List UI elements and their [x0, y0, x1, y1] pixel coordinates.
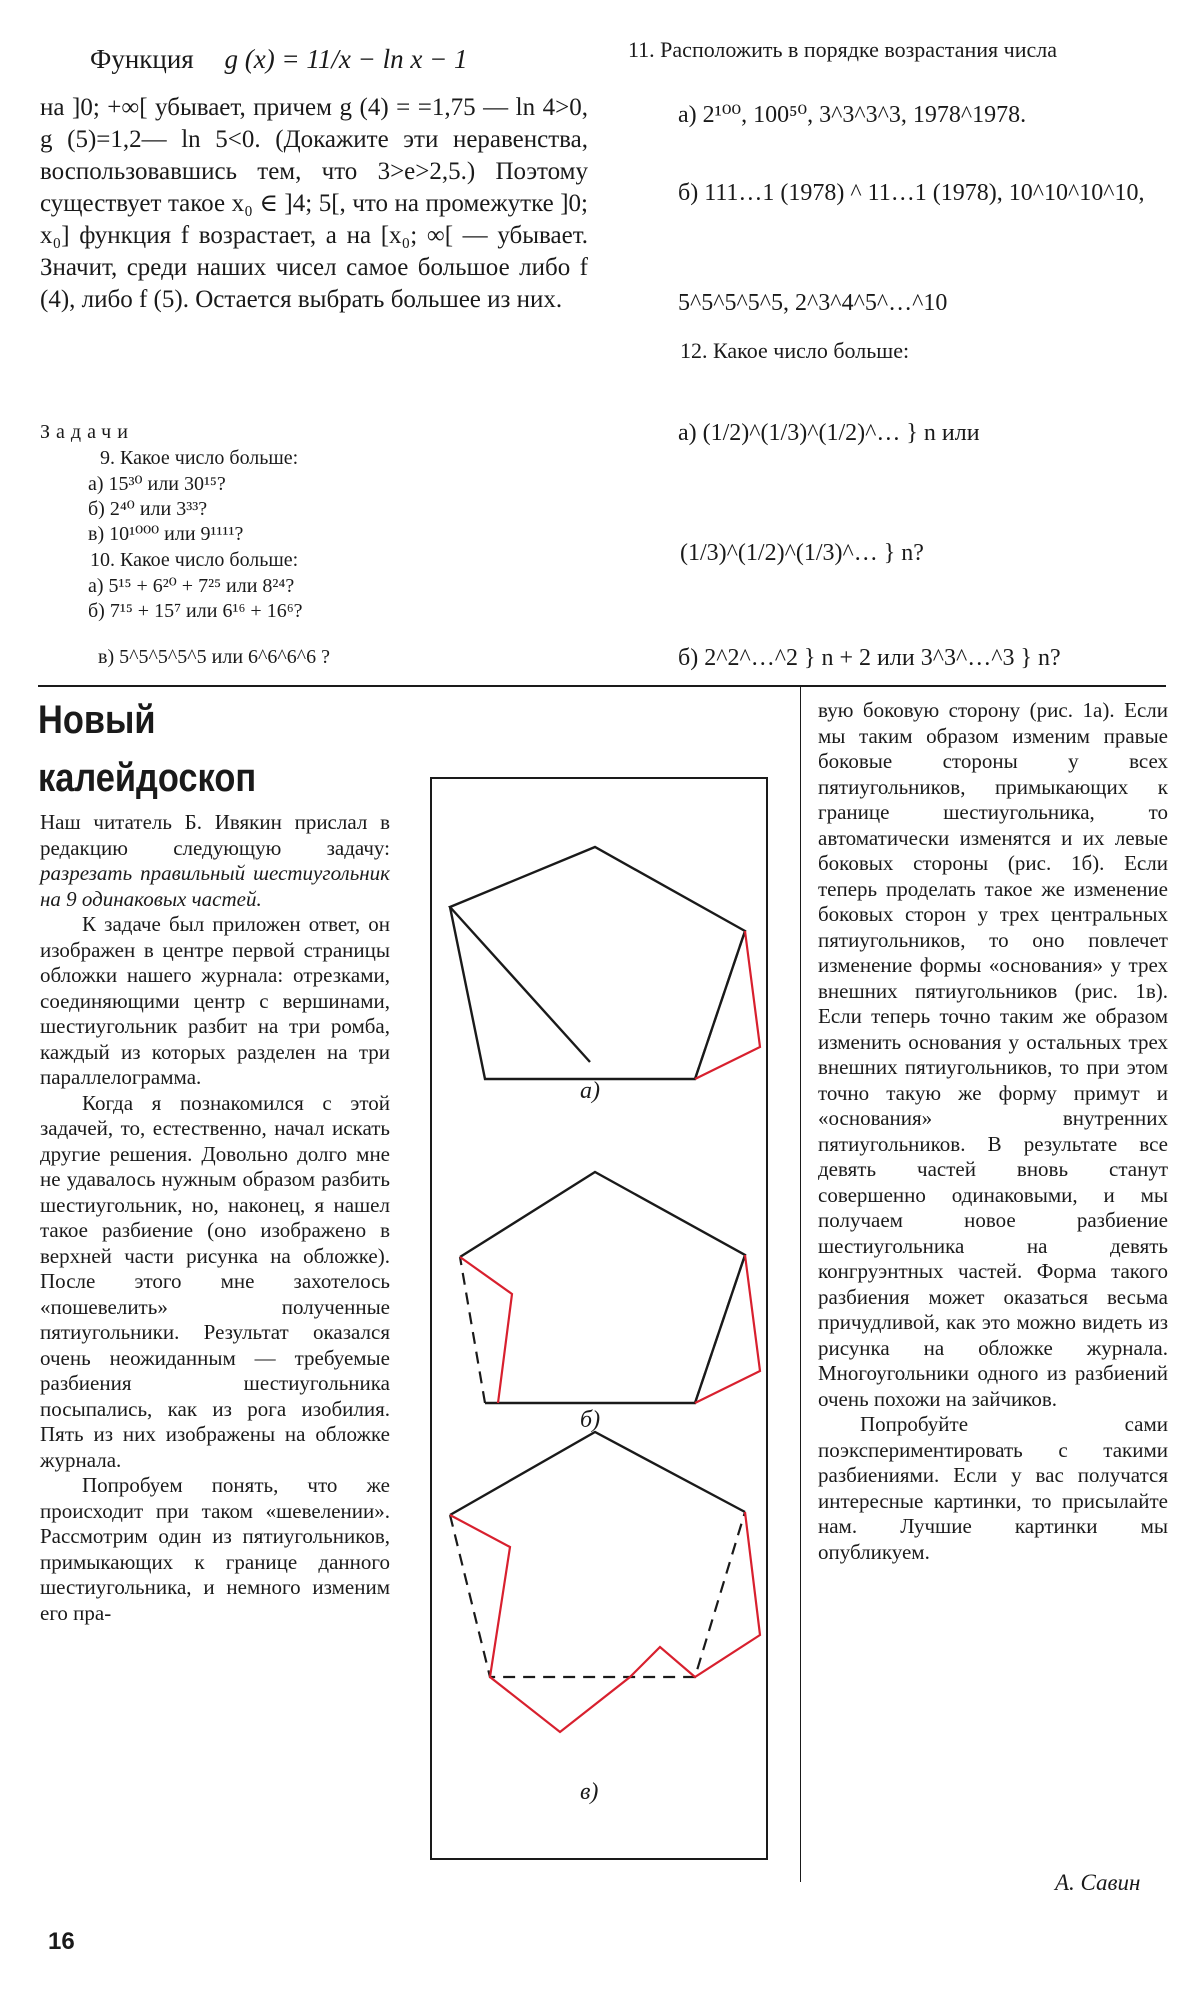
article-p5: вую боковую сторону (рис. 1а). Если мы таким образом изменим правые боковые стороны у всех пятиугольников, примыкающих к границе шестиугольника, то автоматически изменятся и их левые боковых стороны (рис. 1б). Если теперь проделать такое же изменение боковых сторон у трех центральных пятиугольников, то оно повлечет изменение формы «основания» у трех внешних пятиугольников (рис. 1в). Если теперь точно таким же образом изменить основания у остальных трех внешних пятиугольников, то при этом точно такую же форму примут и «основания» внутренних пятиугольников. В результате все девять частей вновь станут совершенно одинаковыми, и мы получаем новое разбиение шестиугольника на девять конгруэнтных частей. Форма такого разбиения может оказаться весьма причудливой, как это можно видеть из рисунка на обложке журнала. Многоугольники одного из разбиений очень похожи на зайчиков. — [818, 698, 1168, 1411]
proof-paragraph: на ]0; +∞[ убывает, причем g (4) = =1,75 — ln 4>0, g (5)=1,2— ln 5<0. (Докажите эти неравенства, воспользовавшись тем, что 3>e>2,5.) Поэтому существует такое x₀ ∈ ]4; 5[, что на промежутке ]0; x₀] функция f возрастает, а на [x₀; ∞[ — убывает. Значит, среди наших чисел самое большое либо f (4), либо f (5). Остается выбрать большее из них. — [40, 94, 588, 313]
author-signature: А. Савин — [1055, 1870, 1141, 1895]
article-p1-italic: разрезать правильный шестиугольник на 9 одинаковых частей. — [40, 861, 390, 911]
article-p4: Попробуем понять, что же происходит при таком «шевелении». Рассмотрим один из пятиугольников, примыкающих к границе данного шестиугольника, и немного изменим его пра- — [40, 1473, 390, 1625]
article-p1: Наш читатель Б. Ивякин прислал в редакцию следующую задачу: — [40, 810, 390, 860]
task-9b: б) 2⁴⁰ или 3³³? — [88, 498, 208, 520]
figure-label-b: б) — [580, 1407, 601, 1433]
task-11a: а) 2¹⁰⁰, 100⁵⁰, 3^3^3^3, 1978^1978. — [678, 102, 1027, 128]
task-9c: в) 10¹⁰⁰⁰ или 9¹¹¹¹? — [88, 523, 244, 545]
task-12a2: (1/3)^(1/2)^(1/3)^… } n? — [680, 540, 924, 566]
tasks-heading: Задачи — [40, 421, 134, 443]
article-right-column — [818, 698, 1168, 1565]
article-title-line2: калейдоскоп — [38, 756, 257, 800]
task-11c: 5^5^5^5^5, 2^3^4^5^…^10 — [678, 290, 948, 316]
task-12b: б) 2^2^…^2 } n + 2 или 3^3^…^3 } n? — [678, 645, 1061, 671]
task-10-title: 10. Какое число больше: — [90, 549, 299, 571]
task-11-title: 11. Расположить в порядке возрастания числа — [628, 37, 1057, 62]
article-p3: Когда я познакомился с этой задачей, то, естественно, начал искать другие решения. Довольно долго мне не удавалось нужным образом разбить шестиугольник, но, наконец, я нашел такое разбиение (оно изображено в верхней части рисунка на обложке). После этого мне захотелось «пошевелить» полученные пятиугольники. Результат оказался очень неожиданным — требуемые разбиения шестиугольника посыпались, как из рога изобилия. Пять из них изображены на обложке журнала. — [40, 1090, 390, 1472]
figure-pentagons — [430, 777, 768, 1860]
article-p6: Попробуйте сами поэкспериментировать с такими разбиениями. Если у вас получатся интересные картинки, то присылайте нам. Лучшие картинки мы опубликуем. — [818, 1412, 1168, 1564]
article-left-column — [40, 810, 390, 1626]
article-p2: К задаче был приложен ответ, он изображен в центре первой страницы обложки нашего журнала: отрезками, соединяющими центр с вершинами, шестиугольник разбит на три ромба, каждый из которых разделен на три параллелограмма. — [40, 912, 390, 1089]
article-title-line1: Новый — [38, 698, 156, 742]
pentagon-b — [460, 1172, 760, 1403]
task-10b: б) 7¹⁵ + 15⁷ или 6¹⁶ + 16⁶? — [88, 600, 303, 622]
horizontal-divider — [38, 685, 1166, 687]
task-10a: а) 5¹⁵ + 6²⁰ + 7²⁵ или 8²⁴? — [88, 575, 295, 597]
figure-label-c: в) — [580, 1779, 599, 1805]
function-definition: Функция g (x) = 11/x − ln x − 1 — [90, 44, 468, 74]
task-9-title: 9. Какое число больше: — [100, 447, 299, 469]
task-9a: а) 15³⁰ или 30¹⁵? — [88, 473, 226, 495]
task-11b: б) 111…1 (1978) ^ 11…1 (1978), 10^10^10^10, — [678, 180, 1145, 206]
figure-label-a: а) — [580, 1078, 600, 1104]
pentagon-a — [450, 847, 760, 1079]
pentagon-c — [450, 1432, 760, 1732]
page-number: 16 — [48, 1928, 75, 1955]
task-10c: в) 5^5^5^5^5 или 6^6^6^6 ? — [98, 646, 331, 668]
task-12a: а) (1/2)^(1/3)^(1/2)^… } n или — [678, 420, 980, 446]
function-formula: g (x) = 11/x − ln x − 1 — [224, 44, 468, 74]
task-12-title: 12. Какое число больше: — [680, 338, 910, 363]
vertical-divider — [800, 687, 801, 1882]
